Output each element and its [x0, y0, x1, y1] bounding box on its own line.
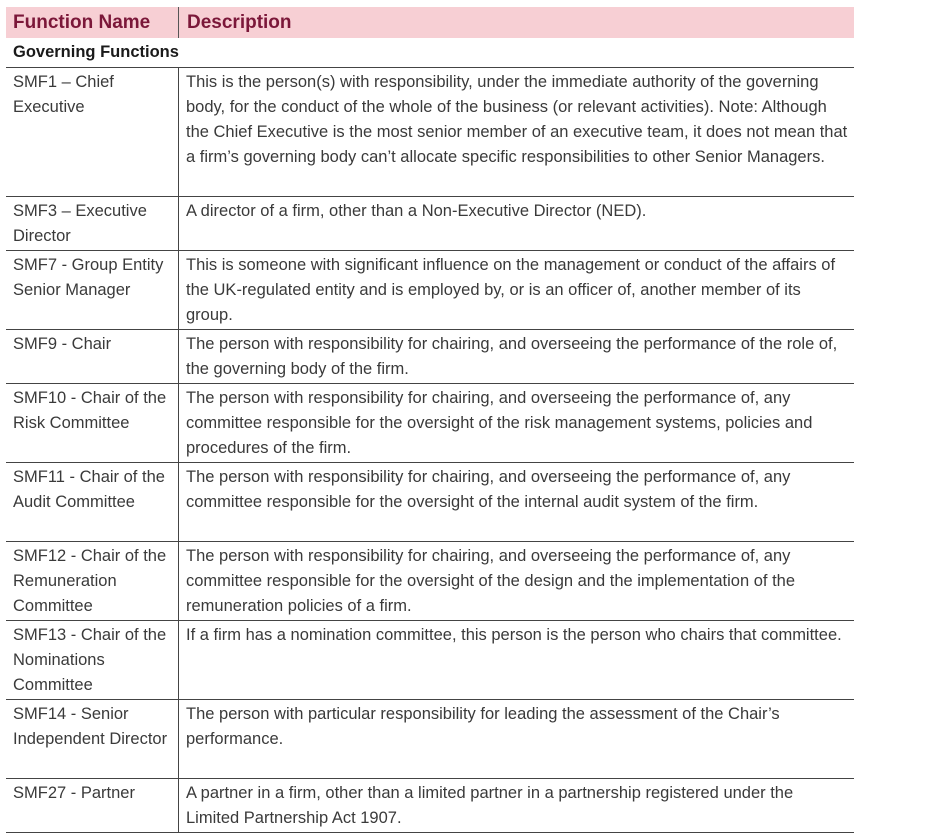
description-cell: If a firm has a nomination committee, this person is the person who chairs that committee. — [186, 626, 842, 644]
function-name-cell: SMF10 - Chair of the Risk Committee — [6, 384, 179, 462]
function-name-cell: SMF3 – Executive Director — [6, 197, 179, 250]
description-cell: This is someone with significant influence on the management or conduct of the affairs of the UK-regulated entity and is employed by, or is an officer of, another member of its group. — [186, 256, 836, 324]
description-cell: A director of a firm, other than a Non-Executive Director (NED). — [186, 202, 647, 220]
function-name-cell: SMF12 - Chair of the Remuneration Committee — [6, 542, 179, 620]
function-name-cell: SMF9 - Chair — [6, 330, 179, 383]
description-cell: This is the person(s) with responsibility, under the immediate authority of the governing body, for the conduct of the whole of the business (or relevant activities). Note: Although the Chief Executive is the most senior member of an executive team, it does not mean that a firm’s governing body can’t allocate specific responsibilities to other Senior Managers. — [186, 73, 848, 166]
functions-table — [6, 7, 854, 833]
table-row — [6, 621, 854, 700]
function-name-cell: SMF27 - Partner — [6, 779, 179, 832]
description-cell: The person with responsibility for chairing, and overseeing the performance of, any committee responsible for the oversight of the internal audit system of the firm. — [186, 468, 791, 511]
table-row — [6, 542, 854, 621]
table-row — [6, 463, 854, 542]
table-row — [6, 384, 854, 463]
function-name-cell: SMF7 - Group Entity Senior Manager — [6, 251, 179, 329]
header-description: Description — [187, 12, 292, 33]
function-name-cell: SMF1 – Chief Executive — [6, 68, 179, 196]
section-heading: Governing Functions — [6, 38, 854, 68]
table-header — [6, 7, 854, 38]
description-cell: The person with responsibility for chairing, and overseeing the performance of the role of, the governing body of the firm. — [186, 335, 838, 378]
description-cell: The person with responsibility for chairing, and overseeing the performance of, any committee responsible for the oversight of the design and the implementation of the remuneration policies of a firm. — [186, 547, 796, 615]
table-row — [6, 68, 854, 197]
function-name-cell: SMF13 - Chair of the Nominations Committee — [6, 621, 179, 699]
table-row — [6, 197, 854, 251]
table-row — [6, 700, 854, 779]
header-function-name: Function Name — [6, 7, 179, 38]
table-row — [6, 779, 854, 833]
table-row — [6, 251, 854, 330]
description-cell: A partner in a firm, other than a limited partner in a partnership registered under the Limited Partnership Act 1907. — [186, 784, 794, 827]
function-name-cell: SMF11 - Chair of the Audit Committee — [6, 463, 179, 541]
table-row — [6, 330, 854, 384]
description-cell: The person with particular responsibility for leading the assessment of the Chair’s performance. — [186, 705, 780, 748]
description-cell: The person with responsibility for chairing, and overseeing the performance of, any committee responsible for the oversight of the risk management systems, policies and procedures of the firm. — [186, 389, 813, 457]
function-name-cell: SMF14 - Senior Independent Director — [6, 700, 179, 778]
